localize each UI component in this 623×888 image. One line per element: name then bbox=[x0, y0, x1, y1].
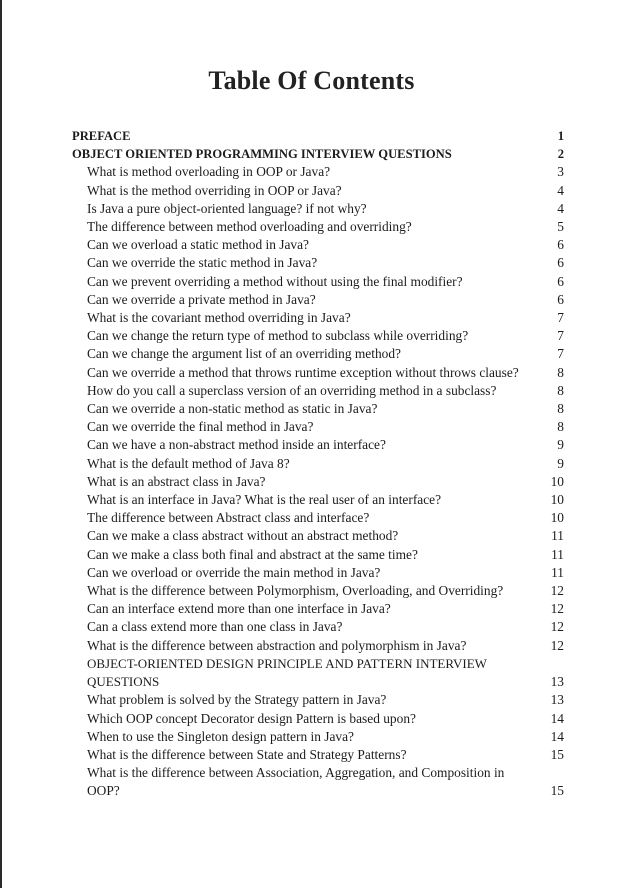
toc-entry-label[interactable]: OBJECT ORIENTED PROGRAMMING INTERVIEW QUESTIONS bbox=[72, 147, 452, 162]
toc-entry-page-number: 8 bbox=[557, 364, 564, 380]
toc-entry[interactable] bbox=[72, 254, 564, 272]
toc-entry[interactable] bbox=[72, 527, 564, 545]
table-of-contents bbox=[72, 127, 564, 801]
toc-entry[interactable] bbox=[72, 327, 564, 345]
toc-entry-page-number: 13 bbox=[550, 674, 564, 690]
toc-entry-label[interactable]: What is the default method of Java 8? bbox=[87, 455, 290, 471]
toc-entry-label[interactable]: Can we change the return type of method to subclass while overriding? bbox=[87, 328, 469, 344]
toc-entry-label[interactable]: Can we prevent overriding a method without using the final modifier? bbox=[87, 273, 463, 289]
toc-entry-page-number: 11 bbox=[551, 546, 564, 562]
toc-entry-label[interactable]: Can we overload a static method in Java? bbox=[87, 237, 309, 253]
toc-entry[interactable] bbox=[72, 764, 564, 800]
toc-entry-page-number: 10 bbox=[550, 510, 564, 526]
toc-entry[interactable] bbox=[72, 382, 564, 400]
toc-entry-page-number: 4 bbox=[557, 182, 564, 198]
toc-entry[interactable] bbox=[72, 345, 564, 363]
toc-entry-label[interactable]: Can we make a class both final and abstract at the same time? bbox=[87, 546, 418, 562]
toc-entry-page-number: 6 bbox=[557, 237, 564, 253]
toc-entry-page-number: 10 bbox=[550, 492, 564, 508]
toc-entry-page-number: 7 bbox=[557, 310, 564, 326]
toc-entry-page-number: 8 bbox=[557, 382, 564, 398]
toc-entry-page-number: 10 bbox=[550, 473, 564, 489]
toc-entry-label[interactable]: Can we override a private method in Java? bbox=[87, 291, 316, 307]
toc-entry-page-number: 6 bbox=[557, 273, 564, 289]
toc-entry[interactable] bbox=[72, 163, 564, 181]
toc-entry-label[interactable]: Can we override the static method in Java? bbox=[87, 255, 318, 271]
toc-entry-page-number: 12 bbox=[550, 601, 564, 617]
toc-entry-label[interactable]: What is the difference between abstraction and polymorphism in Java? bbox=[87, 637, 467, 653]
toc-entry[interactable] bbox=[72, 691, 564, 709]
toc-entry-page-number: 9 bbox=[557, 437, 564, 453]
toc-entry-page-number: 1 bbox=[557, 129, 564, 143]
toc-entry-page-number: 15 bbox=[550, 746, 564, 762]
toc-entry-label[interactable]: Can we override a method that throws runtime exception without throws clause? bbox=[87, 364, 519, 380]
toc-entry[interactable] bbox=[72, 637, 564, 655]
toc-entry-label[interactable]: Can a class extend more than one class in Java? bbox=[87, 619, 343, 635]
page-title: Table Of Contents bbox=[208, 66, 415, 95]
toc-entry-page-number: 6 bbox=[557, 255, 564, 271]
toc-entry[interactable] bbox=[72, 546, 564, 564]
toc-entry-label[interactable]: Can we overload or override the main method in Java? bbox=[87, 564, 381, 580]
toc-entry[interactable] bbox=[72, 418, 564, 436]
toc-entry-label[interactable]: The difference between method overloading and overriding? bbox=[87, 219, 412, 235]
toc-entry[interactable] bbox=[72, 710, 564, 728]
toc-entry[interactable] bbox=[72, 491, 564, 509]
toc-entry-label[interactable]: Can we change the argument list of an overriding method? bbox=[87, 346, 401, 362]
toc-entry[interactable] bbox=[72, 273, 564, 291]
toc-entry-page-number: 3 bbox=[557, 164, 564, 180]
toc-entry-page-number: 7 bbox=[557, 346, 564, 362]
toc-entry-page-number: 7 bbox=[557, 328, 564, 344]
toc-entry[interactable] bbox=[72, 218, 564, 236]
toc-entry-page-number: 12 bbox=[550, 583, 564, 599]
toc-entry-label[interactable]: Can we have a non-abstract method inside an interface? bbox=[87, 437, 386, 453]
toc-entry-label[interactable]: What is an abstract class in Java? bbox=[87, 473, 266, 489]
toc-entry[interactable] bbox=[72, 200, 564, 218]
toc-entry[interactable] bbox=[72, 182, 564, 200]
toc-entry[interactable] bbox=[72, 291, 564, 309]
toc-entry-page-number: 14 bbox=[550, 710, 564, 726]
toc-entry-label[interactable]: Can an interface extend more than one interface in Java? bbox=[87, 601, 391, 617]
page-left-border bbox=[0, 0, 2, 888]
toc-entry-label[interactable]: What is the difference between Polymorphism, Overloading, and Overriding? bbox=[87, 583, 504, 599]
toc-entry-label[interactable]: What is method overloading in OOP or Java? bbox=[87, 164, 331, 180]
toc-entry-label[interactable]: What is the difference between Association, Aggregation, and Composition in OOP? bbox=[87, 765, 505, 799]
toc-entry-label[interactable]: Can we override the final method in Java? bbox=[87, 419, 314, 435]
toc-entry[interactable] bbox=[72, 655, 564, 691]
toc-entry-label[interactable]: The difference between Abstract class and interface? bbox=[87, 510, 370, 526]
toc-entry-label[interactable]: Can we make a class abstract without an abstract method? bbox=[87, 528, 399, 544]
toc-entry[interactable] bbox=[72, 564, 564, 582]
toc-entry[interactable] bbox=[72, 473, 564, 491]
toc-entry-page-number: 9 bbox=[557, 455, 564, 471]
toc-entry[interactable] bbox=[72, 436, 564, 454]
toc-entry-label[interactable]: How do you call a superclass version of an overriding method in a subclass? bbox=[87, 382, 497, 398]
toc-entry-page-number: 2 bbox=[557, 147, 564, 162]
toc-entry-label[interactable]: Can we override a non-static method as static in Java? bbox=[87, 401, 378, 417]
toc-entry-page-number: 8 bbox=[557, 401, 564, 417]
toc-entry-label[interactable]: What is the method overriding in OOP or Java? bbox=[87, 182, 342, 198]
toc-entry-page-number: 12 bbox=[550, 637, 564, 653]
toc-entry-page-number: 8 bbox=[557, 419, 564, 435]
toc-entry-page-number: 13 bbox=[550, 692, 564, 708]
toc-entry-page-number: 14 bbox=[550, 728, 564, 744]
toc-entry-page-number: 6 bbox=[557, 291, 564, 307]
toc-entry-label[interactable]: Which OOP concept Decorator design Pattern is based upon? bbox=[87, 710, 416, 726]
toc-entry[interactable] bbox=[72, 455, 564, 473]
toc-entry-label[interactable]: What is the difference between State and Strategy Patterns? bbox=[87, 746, 407, 762]
toc-entry-page-number: 15 bbox=[550, 783, 564, 799]
toc-entry[interactable] bbox=[72, 400, 564, 418]
toc-entry[interactable] bbox=[72, 145, 564, 163]
toc-entry-label[interactable]: What is the covariant method overriding in Java? bbox=[87, 310, 351, 326]
toc-entry-label[interactable]: What is an interface in Java? What is the real user of an interface? bbox=[87, 492, 442, 508]
toc-entry-label[interactable]: When to use the Singleton design pattern in Java? bbox=[87, 728, 355, 744]
toc-entry-label[interactable]: Is Java a pure object-oriented language? if not why? bbox=[87, 200, 367, 216]
toc-entry[interactable] bbox=[72, 582, 564, 600]
toc-entry[interactable] bbox=[72, 364, 564, 382]
toc-entry-page-number: 11 bbox=[551, 564, 564, 580]
toc-entry-page-number: 11 bbox=[551, 528, 564, 544]
toc-entry[interactable] bbox=[72, 600, 564, 618]
toc-entry[interactable] bbox=[72, 309, 564, 327]
toc-entry[interactable] bbox=[72, 618, 564, 636]
toc-entry[interactable] bbox=[72, 746, 564, 764]
toc-entry[interactable] bbox=[72, 509, 564, 527]
toc-entry-label[interactable]: What problem is solved by the Strategy pattern in Java? bbox=[87, 692, 387, 708]
toc-entry[interactable] bbox=[72, 728, 564, 746]
toc-entry-page-number: 4 bbox=[557, 200, 564, 216]
toc-entry-page-number: 12 bbox=[550, 619, 564, 635]
toc-entry-label[interactable]: PREFACE bbox=[72, 129, 131, 143]
toc-entry-page-number: 5 bbox=[557, 219, 564, 235]
toc-entry-label[interactable]: OBJECT-ORIENTED DESIGN PRINCIPLE AND PATTERN INTERVIEW QUESTIONS bbox=[87, 655, 487, 690]
toc-entry[interactable] bbox=[72, 127, 564, 145]
toc-entry[interactable] bbox=[72, 236, 564, 254]
